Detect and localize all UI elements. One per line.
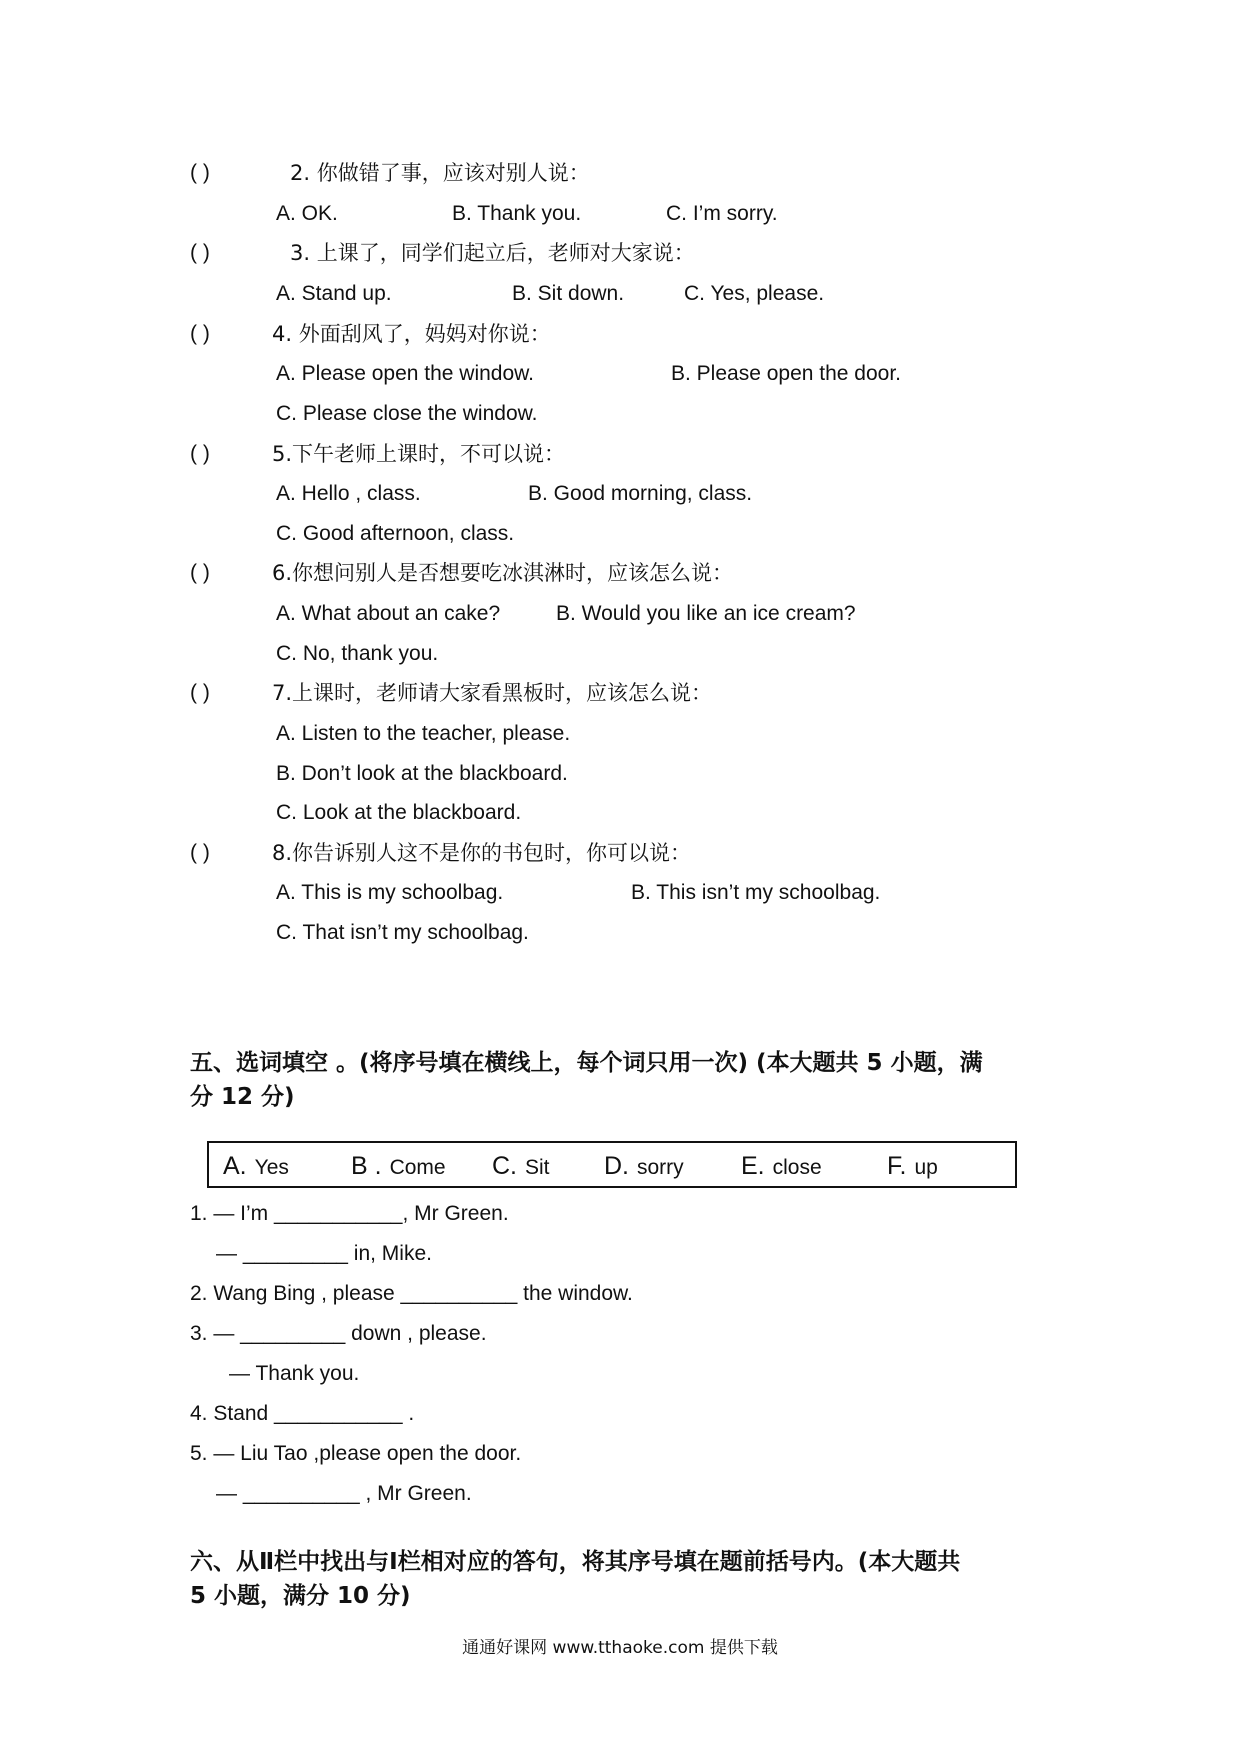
option-a: A. This is my schoolbag. (276, 881, 504, 904)
answer-bracket[interactable]: ( ) (190, 561, 210, 584)
fill-blank-5-reply[interactable]: — __________ , Mr Green. (216, 1482, 472, 1505)
answer-bracket[interactable]: ( ) (190, 442, 210, 465)
word-option-b: B . Come (351, 1152, 446, 1180)
answer-bracket[interactable]: ( ) (190, 322, 210, 345)
option-b: B. Good morning, class. (528, 482, 753, 505)
word-option-e: E. close (741, 1152, 822, 1180)
option-c: C. Please close the window. (276, 402, 538, 425)
option-c: C. Look at the blackboard. (276, 801, 522, 824)
question-text: 6.你想问别人是否想要吃冰淇淋时，应该怎么说： (272, 561, 734, 585)
question-text: 3. 上课了，同学们起立后，老师对大家说： (290, 241, 695, 265)
option-a: A. What about an cake? (276, 602, 501, 625)
answer-bracket[interactable]: ( ) (190, 241, 210, 264)
option-c: C. Yes, please. (684, 282, 825, 305)
word-bank (207, 1141, 1017, 1188)
fill-blank-3[interactable]: 3. — _________ down , please. (190, 1322, 487, 1345)
option-a: A. Listen to the teacher, please. (276, 722, 571, 745)
question-text: 7.上课时，老师请大家看黑板时，应该怎么说： (272, 681, 713, 705)
option-a: A. Please open the window. (276, 362, 535, 385)
section-5-heading-cont: 分 12 分) (190, 1084, 295, 1110)
option-c: C. Good afternoon, class. (276, 522, 515, 545)
word-option-a: A. Yes (223, 1152, 289, 1180)
page-footer: 通通好课网 www.tthaoke.com 提供下载 (462, 1638, 778, 1658)
fill-blank-4[interactable]: 4. Stand ___________ . (190, 1402, 415, 1425)
question-text: 5.下午老师上课时，不可以说： (272, 442, 566, 466)
option-a: A. Stand up. (276, 282, 392, 305)
section-5-heading: 五、选词填空 。(将序号填在横线上，每个词只用一次) (本大题共 5 小题，满 (190, 1050, 983, 1076)
question-text: 8.你告诉别人这不是你的书包时，你可以说： (272, 841, 692, 865)
option-c: C. That isn’t my schoolbag. (276, 921, 529, 944)
word-option-f: F. up (887, 1152, 938, 1180)
fill-blank-1-reply[interactable]: — _________ in, Mike. (216, 1242, 432, 1265)
option-a: A. OK. (276, 202, 338, 225)
option-b: B. Thank you. (452, 202, 582, 225)
fill-blank-2[interactable]: 2. Wang Bing , please __________ the window. (190, 1282, 633, 1305)
option-c: C. No, thank you. (276, 642, 439, 665)
option-b: B. This isn’t my schoolbag. (631, 881, 881, 904)
question-text: 2. 你做错了事，应该对别人说： (290, 161, 590, 185)
section-6-heading: 六、从Ⅱ栏中找出与Ⅰ栏相对应的答句，将其序号填在题前括号内。(本大题共 (190, 1549, 961, 1575)
option-b: B. Don’t look at the blackboard. (276, 762, 568, 785)
option-b: B. Sit down. (512, 282, 625, 305)
option-a: A. Hello , class. (276, 482, 421, 505)
question-text: 4. 外面刮风了，妈妈对你说： (272, 322, 551, 346)
option-b: B. Would you like an ice cream? (556, 602, 856, 625)
option-b: B. Please open the door. (671, 362, 902, 385)
answer-bracket[interactable]: ( ) (190, 681, 210, 704)
answer-bracket[interactable]: ( ) (190, 161, 210, 184)
word-option-d: D. sorry (604, 1152, 684, 1180)
section-6-heading-cont: 5 小题，满分 10 分) (190, 1583, 411, 1609)
word-option-c: C. Sit (492, 1152, 550, 1180)
fill-blank-5: 5. — Liu Tao ,please open the door. (190, 1442, 522, 1465)
fill-blank-3-reply: — Thank you. (229, 1362, 360, 1385)
answer-bracket[interactable]: ( ) (190, 841, 210, 864)
option-c: C. I’m sorry. (666, 202, 778, 225)
fill-blank-1[interactable]: 1. — I’m ___________, Mr Green. (190, 1202, 509, 1225)
